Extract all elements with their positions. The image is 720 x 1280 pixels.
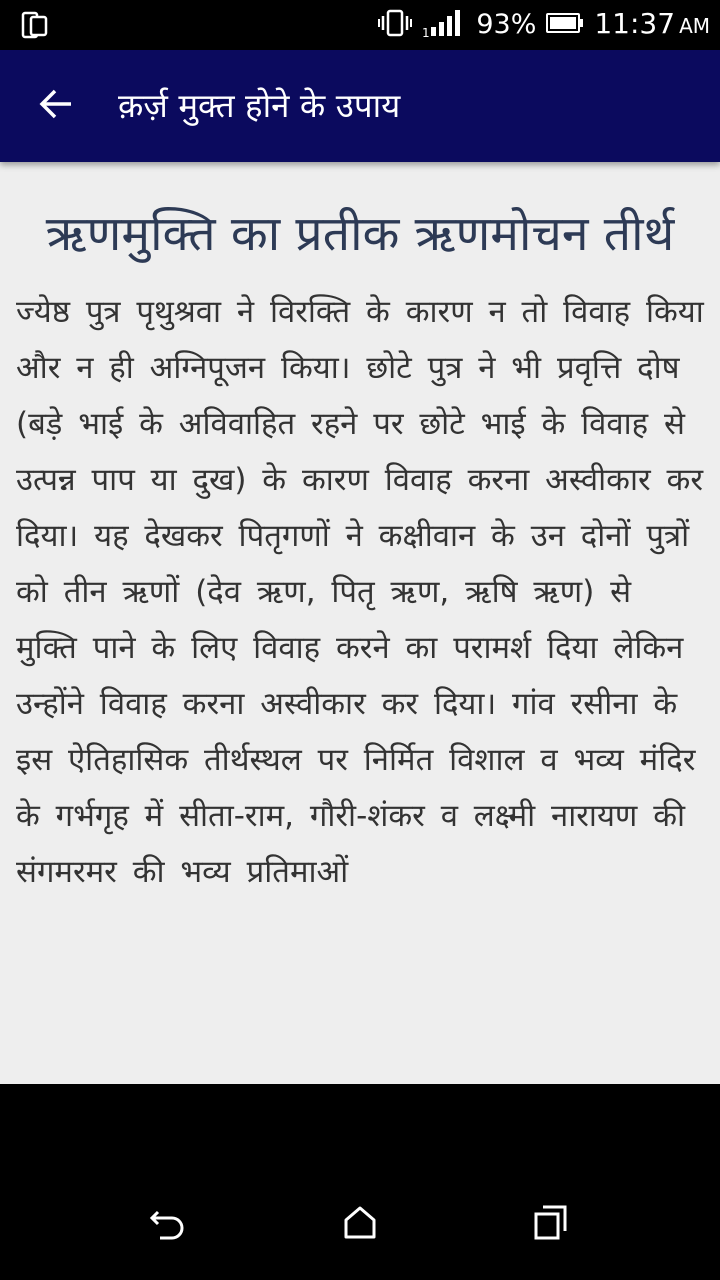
article-title: ऋणमुक्ति का प्रतीक ऋणमोचन तीर्थ (45, 206, 675, 262)
screenshot-icon (20, 10, 50, 40)
article-body: ज्येष्ठ पुत्र पृथुश्रवा ने विरक्ति के कारण न तो विवाह किया और न ही अग्निपूजन किया। छोटे पुत्र ने भी प्रवृत्ति दोष (बड़े भाई के अविवाहित रहने पर छोटे भाई के विवाह से उत्पन्न पाप या दुख) के कारण विवाह करना अस्वीकार कर दिया। यह देखकर पितृगणों ने कक्षीवान के उन दोनों पुत्रों को तीन ऋणों (देव ऋण, पितृ ऋण, ऋषि ऋण) से मुक्ति पाने के लिए विवाह करने का परामर्श दिया लेकिन उन्होंने विवाह करना अस्वीकार कर दिया। गांव रसीना के इस ऐतिहासिक तीर्थस्थल पर निर्मित विशाल व भव्य मंदिर के गर्भगृह में सीता-राम, गौरी-शंकर व लक्ष्मी नारायण की संगमरमर की भव्य प्रतिमाओं (16, 294, 704, 890)
status-right-group (378, 0, 710, 50)
vibrate-icon (378, 8, 412, 42)
battery-percent: 93% (476, 9, 537, 40)
signal-icon (422, 8, 466, 42)
clock-time: 11:37 (594, 7, 676, 40)
navigation-bar (0, 1084, 720, 1280)
nav-recents-button[interactable] (522, 1194, 582, 1254)
home-nav-icon (340, 1202, 380, 1247)
article-content[interactable] (0, 162, 720, 1084)
nav-home-button[interactable] (330, 1194, 390, 1254)
nav-back-button[interactable] (138, 1194, 198, 1254)
back-button[interactable] (28, 78, 84, 134)
app-bar-title: क़र्ज़ मुक्त होने के उपाय (118, 86, 401, 125)
arrow-left-icon (38, 86, 74, 127)
battery-icon (546, 12, 584, 38)
clock-ampm: AM (679, 14, 710, 38)
recents-nav-icon (532, 1202, 572, 1247)
clock (594, 0, 710, 51)
back-nav-icon (148, 1202, 188, 1247)
svg-text:1: 1 (422, 26, 430, 38)
status-bar (0, 0, 720, 50)
app-bar (0, 50, 720, 162)
